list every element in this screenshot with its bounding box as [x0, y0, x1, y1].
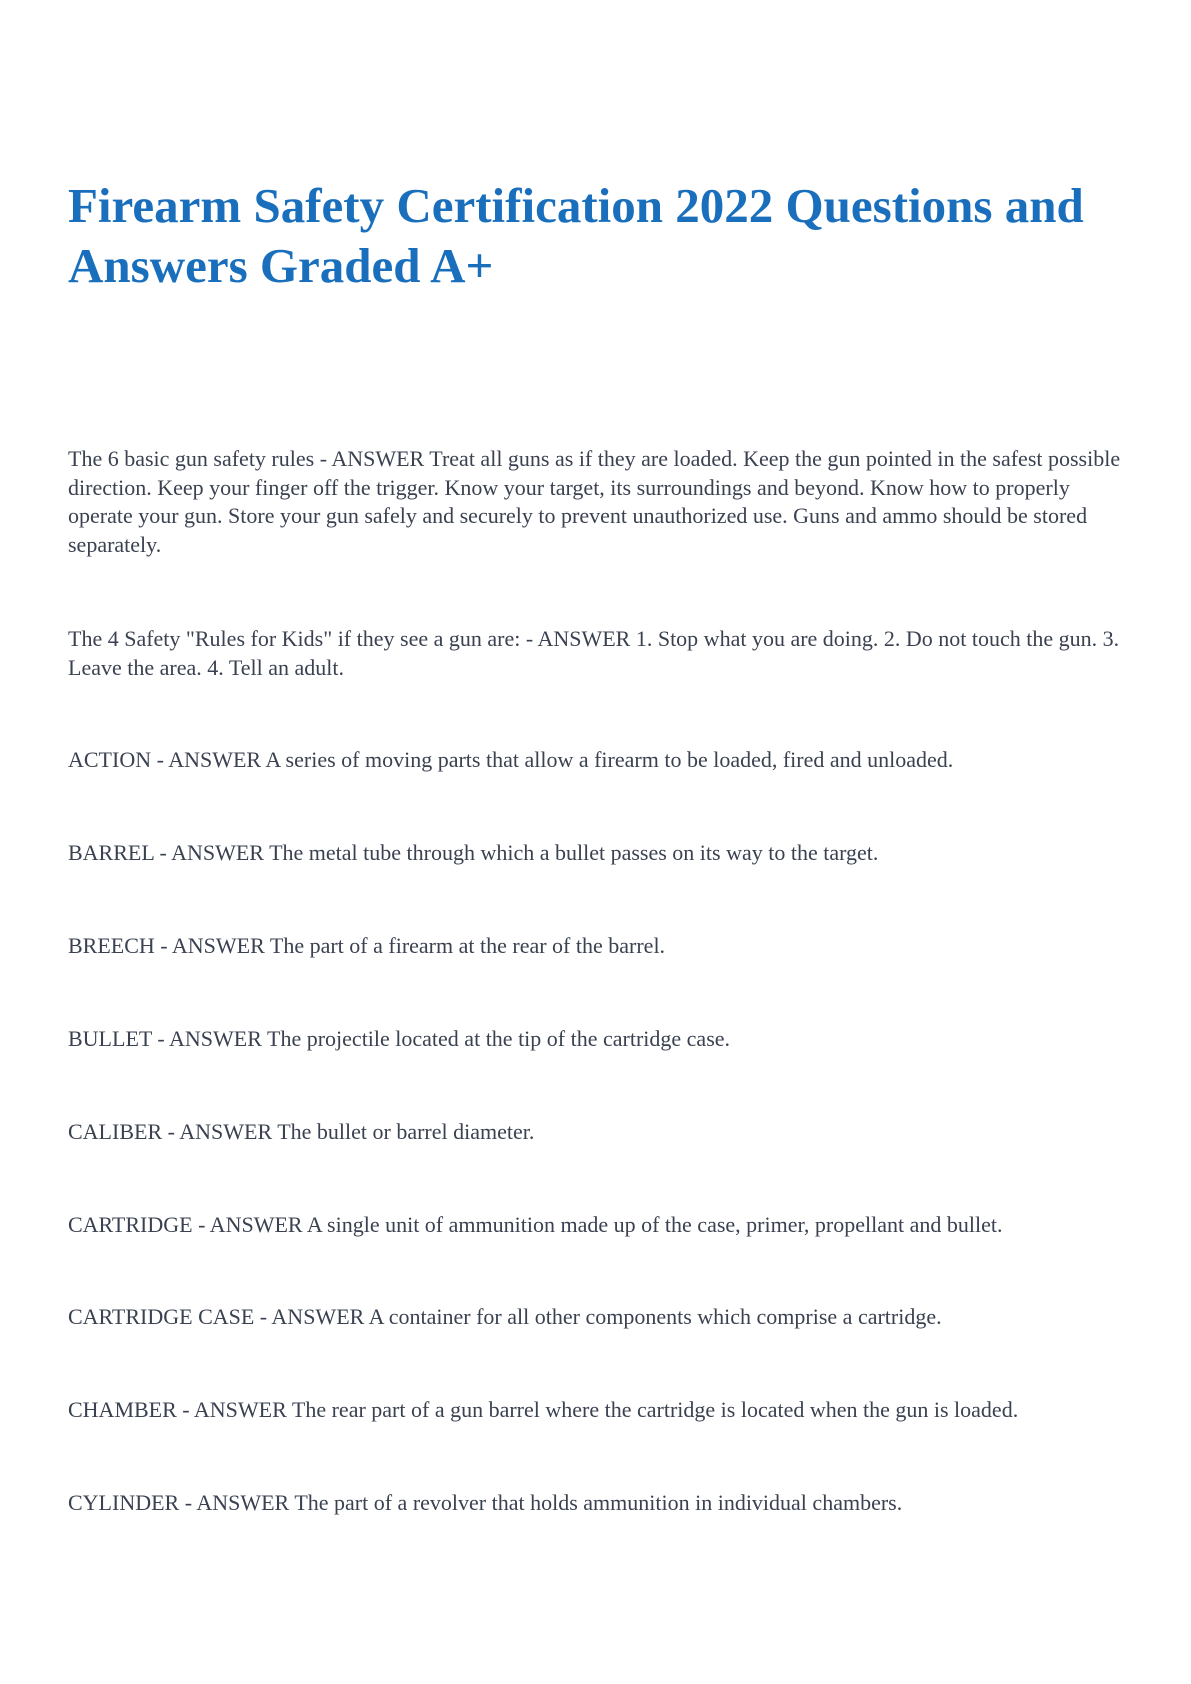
- qa-item-cartridge: CARTRIDGE - ANSWER A single unit of ammunition made up of the case, primer, propellant and bullet.: [68, 1212, 1003, 1237]
- qa-item-cartridge-case: CARTRIDGE CASE - ANSWER A container for all other components which comprise a cartridge.: [68, 1304, 942, 1329]
- qa-item-barrel: BARREL - ANSWER The metal tube through which a bullet passes on its way to the target.: [68, 840, 879, 865]
- qa-item-rules-for-kids: The 4 Safety "Rules for Kids" if they see a gun are: - ANSWER 1. Stop what you are doing. 2. Do not touch the gun. 3. Leave the area. 4. Tell an adult.: [68, 626, 1120, 680]
- qa-item-breech: BREECH - ANSWER The part of a firearm at the rear of the barrel.: [68, 933, 666, 958]
- document-title: Firearm Safety Certification 2022 Questions and Answers Graded A+: [68, 178, 1084, 293]
- qa-item-action: ACTION - ANSWER A series of moving parts that allow a firearm to be loaded, fired and unloaded.: [68, 747, 954, 772]
- qa-item-cylinder: CYLINDER - ANSWER The part of a revolver that holds ammunition in individual chambers.: [68, 1490, 903, 1515]
- qa-item-chamber: CHAMBER - ANSWER The rear part of a gun barrel where the cartridge is located when the gun is loaded.: [68, 1397, 1019, 1422]
- qa-item-bullet: BULLET - ANSWER The projectile located at the tip of the cartridge case.: [68, 1026, 731, 1051]
- qa-item-caliber: CALIBER - ANSWER The bullet or barrel diameter.: [68, 1119, 535, 1144]
- qa-item-basic-safety-rules: The 6 basic gun safety rules - ANSWER Treat all guns as if they are loaded. Keep the gun pointed in the safest possible direction. Keep your finger off the trigger. Know your target, its surroundings and beyond. Know how to properly operate your gun. Store your gun safely and securely to prevent unauthorized use. Guns and ammo should be stored separately.: [68, 446, 1121, 557]
